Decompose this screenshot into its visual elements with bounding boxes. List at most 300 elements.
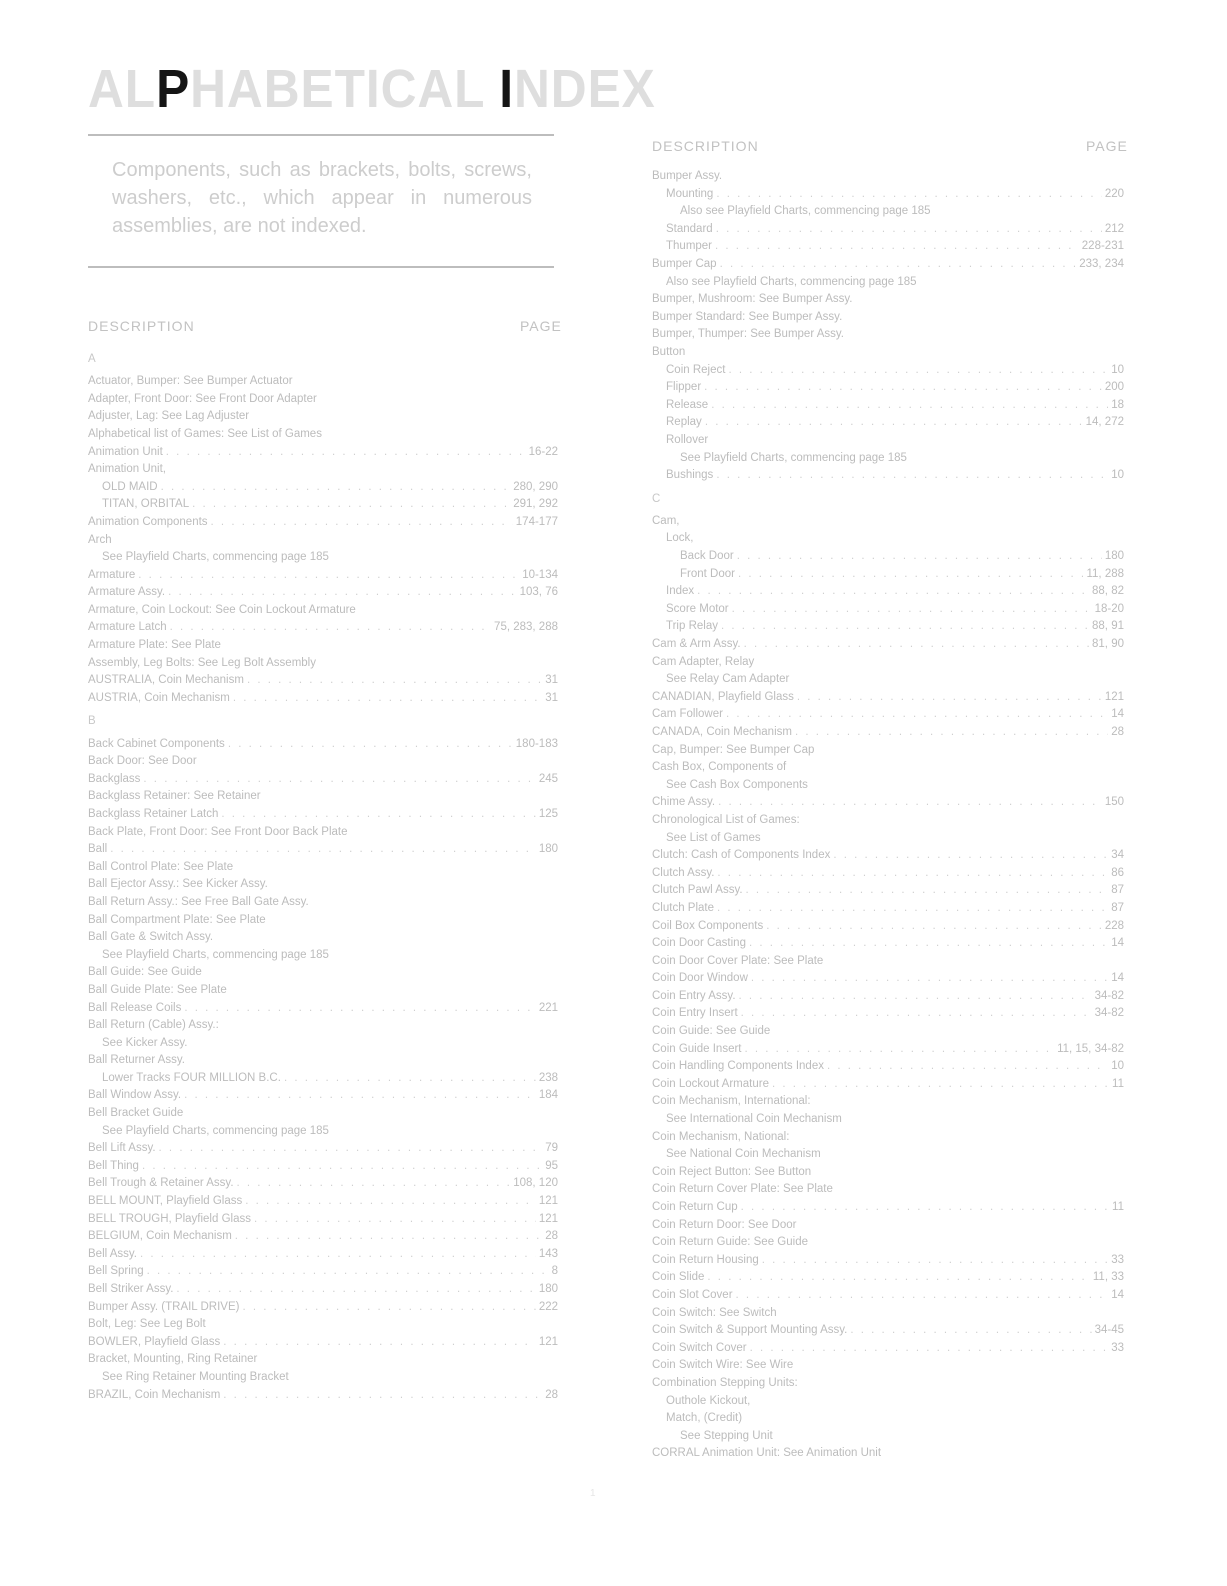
index-entry xyxy=(88,859,558,877)
index-entry xyxy=(652,1340,1124,1358)
leader-dots xyxy=(221,806,535,824)
index-entry xyxy=(652,1041,1124,1059)
index-entry-text: See National Coin Mechanism xyxy=(666,1148,821,1161)
index-entry-text: Coin Guide Insert xyxy=(652,1042,742,1055)
right-index-column xyxy=(652,168,1124,1463)
index-entry-text: Coin Reject Button: See Button xyxy=(652,1165,812,1178)
leader-dots xyxy=(110,841,536,859)
index-entry-text: AUSTRIA, Coin Mechanism xyxy=(88,691,230,704)
leader-dots xyxy=(223,1334,536,1352)
index-entry-text: Chime Assy. xyxy=(652,796,716,809)
index-entry-text: Ball Return Assy.: See Free Ball Gate Assy. xyxy=(88,895,309,908)
index-entry-page: 174-177 xyxy=(515,515,558,528)
index-entry-text: Coin Return Cup xyxy=(652,1201,738,1213)
index-entry xyxy=(88,1140,558,1158)
index-entry xyxy=(652,1445,1124,1463)
page-number: 1 xyxy=(590,1488,596,1499)
index-entry-text: Replay xyxy=(666,416,702,429)
index-entry xyxy=(652,1375,1124,1393)
index-entry xyxy=(652,221,1124,239)
index-entry-page: 14 xyxy=(1111,972,1124,985)
index-entry-text: Ball Guide: See Guide xyxy=(88,966,202,979)
index-entry xyxy=(652,548,1124,566)
leader-dots xyxy=(772,1076,1109,1094)
index-entry xyxy=(88,444,558,462)
index-entry-text: Ball Return (Cable) Assy.: xyxy=(88,1019,219,1032)
index-entry-text: AUSTRALIA, Coin Mechanism xyxy=(88,674,244,687)
leader-dots xyxy=(746,882,1109,900)
index-entry-text: Bumper Assy. xyxy=(652,170,723,182)
index-entry xyxy=(88,964,558,982)
leader-dots xyxy=(228,736,513,754)
index-entry-text: Bushings xyxy=(666,469,714,482)
leader-dots xyxy=(850,1322,1091,1340)
index-entry xyxy=(88,1105,558,1123)
index-entry-text: Chronological List of Games: xyxy=(652,813,800,826)
index-entry xyxy=(652,274,1124,292)
index-entry-page: 8 xyxy=(551,1265,558,1278)
index-entry xyxy=(652,168,1124,186)
index-entry xyxy=(88,1158,558,1176)
index-entry-text: Ball Gate & Switch Assy. xyxy=(88,931,214,944)
index-entry xyxy=(88,373,558,391)
index-entry-page: 11 xyxy=(1112,1201,1124,1213)
index-entry-page: 221 xyxy=(538,1001,558,1014)
index-entry-text: See List of Games xyxy=(666,831,761,844)
index-entry xyxy=(652,759,1124,777)
index-entry xyxy=(652,1181,1124,1199)
index-entry-text: Armature xyxy=(88,568,136,581)
index-entry-text: Outhole Kickout, xyxy=(666,1394,751,1407)
index-entry xyxy=(652,1058,1124,1076)
index-entry xyxy=(652,970,1124,988)
index-entry-page: 11, 288 xyxy=(1086,567,1124,580)
leader-dots xyxy=(833,847,1108,865)
index-entry-text: Bracket, Mounting, Ring Retainer xyxy=(88,1353,258,1366)
index-entry xyxy=(652,583,1124,601)
index-entry-text: Clutch Pawl Assy. xyxy=(652,884,743,897)
left-page-header: PAGE xyxy=(520,318,562,334)
index-entry-text: Adjuster, Lag: See Lag Adjuster xyxy=(88,410,250,423)
index-entry-text: Animation Components xyxy=(88,515,208,528)
index-section-letter xyxy=(88,707,558,735)
index-entry-text: Coin Mechanism, National: xyxy=(652,1130,790,1143)
index-entry xyxy=(652,326,1124,344)
index-entry-page: 28 xyxy=(545,1230,558,1243)
index-entry-page: 212 xyxy=(1104,222,1124,235)
index-entry-page: 34 xyxy=(1111,849,1124,862)
index-entry-text: Index xyxy=(666,585,695,598)
index-entry xyxy=(88,1387,558,1405)
index-entry-page: 33 xyxy=(1111,1253,1124,1266)
leader-dots xyxy=(242,1299,535,1317)
leader-dots xyxy=(192,496,510,514)
index-entry-page: 238 xyxy=(538,1071,558,1084)
index-entry xyxy=(652,1252,1124,1270)
index-entry xyxy=(88,1351,558,1369)
index-entry xyxy=(652,882,1124,900)
index-entry xyxy=(652,1357,1124,1375)
index-entry-text: Backglass Retainer: See Retainer xyxy=(88,790,261,803)
index-entry-text: Mounting xyxy=(666,187,714,200)
index-entry-text: TITAN, ORBITAL xyxy=(102,498,190,511)
index-entry-text: Front Door xyxy=(680,567,735,580)
index-entry-text: Bumper Standard: See Bumper Assy. xyxy=(652,310,843,323)
index-entry-page: 121 xyxy=(538,1212,558,1225)
index-entry xyxy=(652,654,1124,672)
leader-dots xyxy=(750,1340,1109,1358)
index-entry xyxy=(88,532,558,550)
index-entry-text: BELL MOUNT, Playfield Glass xyxy=(88,1195,243,1208)
index-entry-text: Coin Door Window xyxy=(652,972,748,985)
index-entry-text: Coin Switch & Support Mounting Assy. xyxy=(652,1324,848,1337)
index-entry-text: Cam, xyxy=(652,514,680,527)
index-entry-page: 28 xyxy=(545,1388,558,1401)
index-entry-page: 28 xyxy=(1111,725,1124,738)
index-entry xyxy=(652,1093,1124,1111)
index-entry-text: Release xyxy=(666,398,709,411)
index-entry-text: Ball Control Plate: See Plate xyxy=(88,860,234,873)
index-entry-page: 33 xyxy=(1111,1341,1124,1354)
index-entry-text: Clutch Plate xyxy=(652,901,715,914)
index-entry-text: See Playfield Charts, commencing page 185 xyxy=(102,1124,329,1137)
index-entry xyxy=(88,479,558,497)
index-entry xyxy=(88,1263,558,1281)
index-entry-text: Coin Return Housing xyxy=(652,1253,759,1266)
index-entry xyxy=(652,1287,1124,1305)
index-entry-text: A xyxy=(88,353,96,365)
index-entry xyxy=(652,450,1124,468)
index-entry-text: Bolt, Leg: See Leg Bolt xyxy=(88,1318,206,1331)
leader-dots xyxy=(717,865,1108,883)
index-entry-page: 88, 91 xyxy=(1092,620,1124,633)
index-entry xyxy=(88,771,558,789)
index-entry-text: See Stepping Unit xyxy=(680,1429,773,1442)
index-entry xyxy=(652,724,1124,742)
index-entry xyxy=(88,1228,558,1246)
index-entry-text: See Playfield Charts, commencing page 185 xyxy=(680,451,907,464)
index-entry-page: 121 xyxy=(538,1195,558,1208)
leader-dots xyxy=(245,1193,536,1211)
index-entry-page: 10 xyxy=(1111,363,1124,376)
index-entry-text: Lock, xyxy=(666,532,694,545)
leader-dots xyxy=(223,1387,542,1405)
index-entry-text: Standard xyxy=(666,222,713,235)
index-entry-page: 79 xyxy=(545,1142,558,1155)
leader-dots xyxy=(744,636,1089,654)
index-entry xyxy=(652,344,1124,362)
index-entry xyxy=(88,602,558,620)
leader-dots xyxy=(166,444,526,462)
leader-dots xyxy=(732,601,1092,619)
index-entry-page: 10 xyxy=(1111,1060,1124,1073)
index-entry-page: 228-231 xyxy=(1081,240,1124,253)
leader-dots xyxy=(235,1228,542,1246)
page-title: ALPHABETICAL INDEX xyxy=(88,59,656,119)
index-entry-page: 228 xyxy=(1104,919,1124,932)
index-entry-page: 220 xyxy=(1104,187,1124,200)
index-entry-text: Rollover xyxy=(666,433,709,446)
index-entry-text: Coin Switch Wire: See Wire xyxy=(652,1359,794,1372)
index-entry-text: Ball Guide Plate: See Plate xyxy=(88,983,227,996)
index-entry-text: Armature Plate: See Plate xyxy=(88,639,221,652)
index-entry-page: 14 xyxy=(1111,937,1124,950)
index-entry xyxy=(652,935,1124,953)
leader-dots xyxy=(728,362,1108,380)
index-entry-text: Score Motor xyxy=(666,602,729,615)
index-entry xyxy=(652,918,1124,936)
index-entry-text: Bumper, Mushroom: See Bumper Assy. xyxy=(652,293,853,306)
index-entry xyxy=(88,753,558,771)
index-entry xyxy=(88,461,558,479)
index-entry-page: 121 xyxy=(538,1335,558,1348)
index-entry xyxy=(652,362,1124,380)
index-entry-text: Ball Returner Assy. xyxy=(88,1054,185,1067)
leader-dots xyxy=(715,238,1079,256)
index-entry xyxy=(652,1393,1124,1411)
index-entry xyxy=(88,391,558,409)
index-entry xyxy=(88,1175,558,1193)
index-entry xyxy=(88,584,558,602)
leader-dots xyxy=(176,1281,535,1299)
index-entry xyxy=(88,1246,558,1264)
leader-dots xyxy=(737,548,1102,566)
index-entry xyxy=(652,777,1124,795)
index-entry-text: Bell Spring xyxy=(88,1265,144,1278)
index-entry xyxy=(652,1164,1124,1182)
index-entry xyxy=(88,1211,558,1229)
index-entry xyxy=(88,1334,558,1352)
leader-dots xyxy=(716,186,1102,204)
index-entry xyxy=(652,706,1124,724)
index-entry xyxy=(652,1269,1124,1287)
index-entry-text: Coin Entry Insert xyxy=(652,1007,738,1020)
index-entry-text: Flipper xyxy=(666,381,702,394)
index-entry-text: Coil Box Components xyxy=(652,919,764,932)
index-entry xyxy=(88,1035,558,1053)
leader-dots xyxy=(766,918,1102,936)
leader-dots xyxy=(168,584,517,602)
index-entry-text: Coin Slot Cover xyxy=(652,1288,733,1301)
right-description-header: DESCRIPTION xyxy=(652,138,759,154)
index-entry-page: 18 xyxy=(1111,398,1124,411)
index-entry-text: Trip Relay xyxy=(666,620,718,633)
index-entry-page: 280, 290 xyxy=(513,480,558,493)
index-entry xyxy=(88,496,558,514)
index-entry xyxy=(652,865,1124,883)
index-entry-text: Backglass Retainer Latch xyxy=(88,807,219,820)
index-entry-page: 34-45 xyxy=(1094,1324,1124,1337)
leader-dots xyxy=(147,1263,549,1281)
index-entry xyxy=(88,1281,558,1299)
index-entry xyxy=(88,736,558,754)
index-entry xyxy=(88,655,558,673)
index-section-letter xyxy=(652,485,1124,513)
leader-dots xyxy=(738,566,1084,584)
index-entry-text: Ball xyxy=(88,843,108,856)
leader-dots xyxy=(716,221,1102,239)
index-entry-page: 180 xyxy=(538,843,558,856)
index-entry-text: Ball Release Coils xyxy=(88,1001,182,1014)
index-entry xyxy=(88,1369,558,1387)
leader-dots xyxy=(704,379,1102,397)
left-description-header: DESCRIPTION xyxy=(88,318,195,334)
index-entry xyxy=(88,912,558,930)
index-entry xyxy=(88,982,558,1000)
index-entry-page: 222 xyxy=(538,1300,558,1313)
index-entry-page: 200 xyxy=(1104,381,1124,394)
index-entry-text: See Ring Retainer Mounting Bracket xyxy=(102,1370,289,1383)
index-entry-text: Bell Trough & Retainer Assy. xyxy=(88,1177,234,1190)
leader-dots xyxy=(138,567,519,585)
leader-dots xyxy=(159,1140,543,1158)
index-entry-text: OLD MAID xyxy=(102,480,158,493)
index-entry-text: Also see Playfield Charts, commencing page 185 xyxy=(666,275,917,288)
index-entry xyxy=(652,794,1124,812)
index-entry xyxy=(652,530,1124,548)
index-entry xyxy=(652,1305,1124,1323)
index-entry xyxy=(88,672,558,690)
index-entry xyxy=(652,513,1124,531)
index-entry xyxy=(652,238,1124,256)
index-entry-page: 180-183 xyxy=(515,737,558,750)
index-entry-text: Coin Mechanism, International: xyxy=(652,1095,811,1108)
index-entry-page: 121 xyxy=(1104,690,1124,703)
index-entry xyxy=(652,601,1124,619)
index-entry-text: Actuator, Bumper: See Bumper Actuator xyxy=(88,375,293,388)
index-entry-text: Bell Assy. xyxy=(88,1247,137,1260)
index-entry xyxy=(652,812,1124,830)
index-entry-text: Coin Handling Components Index xyxy=(652,1060,824,1073)
leader-dots xyxy=(161,479,511,497)
leader-dots xyxy=(184,1087,536,1105)
index-entry xyxy=(652,1146,1124,1164)
index-entry xyxy=(652,671,1124,689)
index-entry xyxy=(652,953,1124,971)
index-entry xyxy=(88,637,558,655)
leader-dots xyxy=(741,1005,1092,1023)
leader-dots xyxy=(233,690,542,708)
index-entry xyxy=(652,414,1124,432)
leader-dots xyxy=(736,1287,1109,1305)
index-entry-page: 10-134 xyxy=(522,568,558,581)
index-entry-text: Thumper xyxy=(666,240,713,253)
index-entry-page: 34-82 xyxy=(1094,1007,1124,1020)
index-entry-page: 95 xyxy=(545,1159,558,1172)
index-entry xyxy=(652,467,1124,485)
index-entry-text: Coin Switch: See Switch xyxy=(652,1306,777,1319)
index-entry-page: 31 xyxy=(545,674,558,687)
index-entry-text: Cam & Arm Assy. xyxy=(652,638,741,650)
leader-dots xyxy=(827,1058,1108,1076)
index-entry-text: Bell Bracket Guide xyxy=(88,1107,184,1120)
index-entry-text: Cam Follower xyxy=(652,708,723,721)
leader-dots xyxy=(720,256,1077,274)
leader-dots xyxy=(762,1252,1108,1270)
index-entry-page: 87 xyxy=(1111,884,1124,897)
index-entry-text: See Playfield Charts, commencing page 185 xyxy=(102,948,329,961)
index-entry xyxy=(88,1052,558,1070)
index-entry xyxy=(88,841,558,859)
index-entry-text: Backglass xyxy=(88,772,141,785)
index-entry xyxy=(88,947,558,965)
leader-dots xyxy=(726,706,1108,724)
index-entry-text: Back Door xyxy=(680,550,734,563)
index-entry-text: Coin Return Cover Plate: See Plate xyxy=(652,1183,833,1196)
index-entry-page: 108, 120 xyxy=(513,1177,558,1190)
leader-dots xyxy=(751,970,1108,988)
index-entry xyxy=(88,514,558,532)
leader-dots xyxy=(745,1041,1055,1059)
index-entry-text: Button xyxy=(652,345,686,358)
index-entry-page: 34-82 xyxy=(1094,989,1124,1002)
index-entry-text: See Playfield Charts, commencing page 185 xyxy=(102,551,329,564)
index-entry-text: Arch xyxy=(88,533,112,546)
index-entry-page: 14, 272 xyxy=(1085,416,1124,429)
index-entry-page: 245 xyxy=(538,772,558,785)
index-entry xyxy=(652,1428,1124,1446)
index-entry-page: 87 xyxy=(1111,901,1124,914)
index-entry-text: Bell Lift Assy. xyxy=(88,1142,156,1155)
index-entry-text: BRAZIL, Coin Mechanism xyxy=(88,1388,221,1401)
index-entry-text: Lower Tracks FOUR MILLION B.C. xyxy=(102,1071,281,1084)
index-entry xyxy=(652,847,1124,865)
index-entry-text: Bumper Assy. (TRAIL DRIVE) xyxy=(88,1300,240,1313)
index-entry-page: 10 xyxy=(1111,469,1124,482)
leader-dots xyxy=(170,619,491,637)
index-entry-text: Animation Unit, xyxy=(88,463,166,476)
index-entry-text: Armature Assy. xyxy=(88,586,166,599)
index-entry-text: See International Coin Mechanism xyxy=(666,1113,842,1126)
index-entry xyxy=(88,690,558,708)
index-entry xyxy=(88,1316,558,1334)
leader-dots xyxy=(184,1000,535,1018)
index-entry-text: BELL TROUGH, Playfield Glass xyxy=(88,1212,251,1225)
leader-dots xyxy=(697,583,1089,601)
index-entry xyxy=(652,900,1124,918)
leader-dots xyxy=(716,467,1108,485)
index-entry xyxy=(88,408,558,426)
index-entry-text: See Kicker Assy. xyxy=(102,1036,188,1049)
index-entry xyxy=(88,929,558,947)
index-entry xyxy=(652,203,1124,221)
index-entry-text: Adapter, Front Door: See Front Door Adapter xyxy=(88,392,317,405)
index-entry-text: Clutch: Cash of Components Index xyxy=(652,849,831,862)
index-entry xyxy=(88,1299,558,1317)
index-entry-page: 150 xyxy=(1104,796,1124,809)
leader-dots xyxy=(795,724,1108,742)
index-entry xyxy=(88,1193,558,1211)
index-entry-text: Bell Striker Assy. xyxy=(88,1283,174,1295)
leader-dots xyxy=(739,988,1092,1006)
index-entry xyxy=(652,1023,1124,1041)
index-entry xyxy=(652,379,1124,397)
index-entry-page: 103, 76 xyxy=(519,586,558,599)
leader-dots xyxy=(717,900,1108,918)
index-entry-text: Ball Window Assy. xyxy=(88,1089,182,1102)
index-entry-page: 16-22 xyxy=(528,445,558,458)
index-entry-text: Coin Return Door: See Door xyxy=(652,1218,797,1231)
leader-dots xyxy=(721,618,1089,636)
index-note: Components, such as brackets, bolts, screws, washers, etc., which appear in numerous assemblies, are not indexed. xyxy=(88,134,554,268)
index-entry xyxy=(652,397,1124,415)
index-entry xyxy=(88,788,558,806)
index-entry-text: Coin Slide xyxy=(652,1271,705,1284)
leader-dots xyxy=(254,1211,536,1229)
index-entry xyxy=(652,618,1124,636)
index-entry-text: Ball Compartment Plate: See Plate xyxy=(88,913,266,926)
index-entry xyxy=(652,1005,1124,1023)
